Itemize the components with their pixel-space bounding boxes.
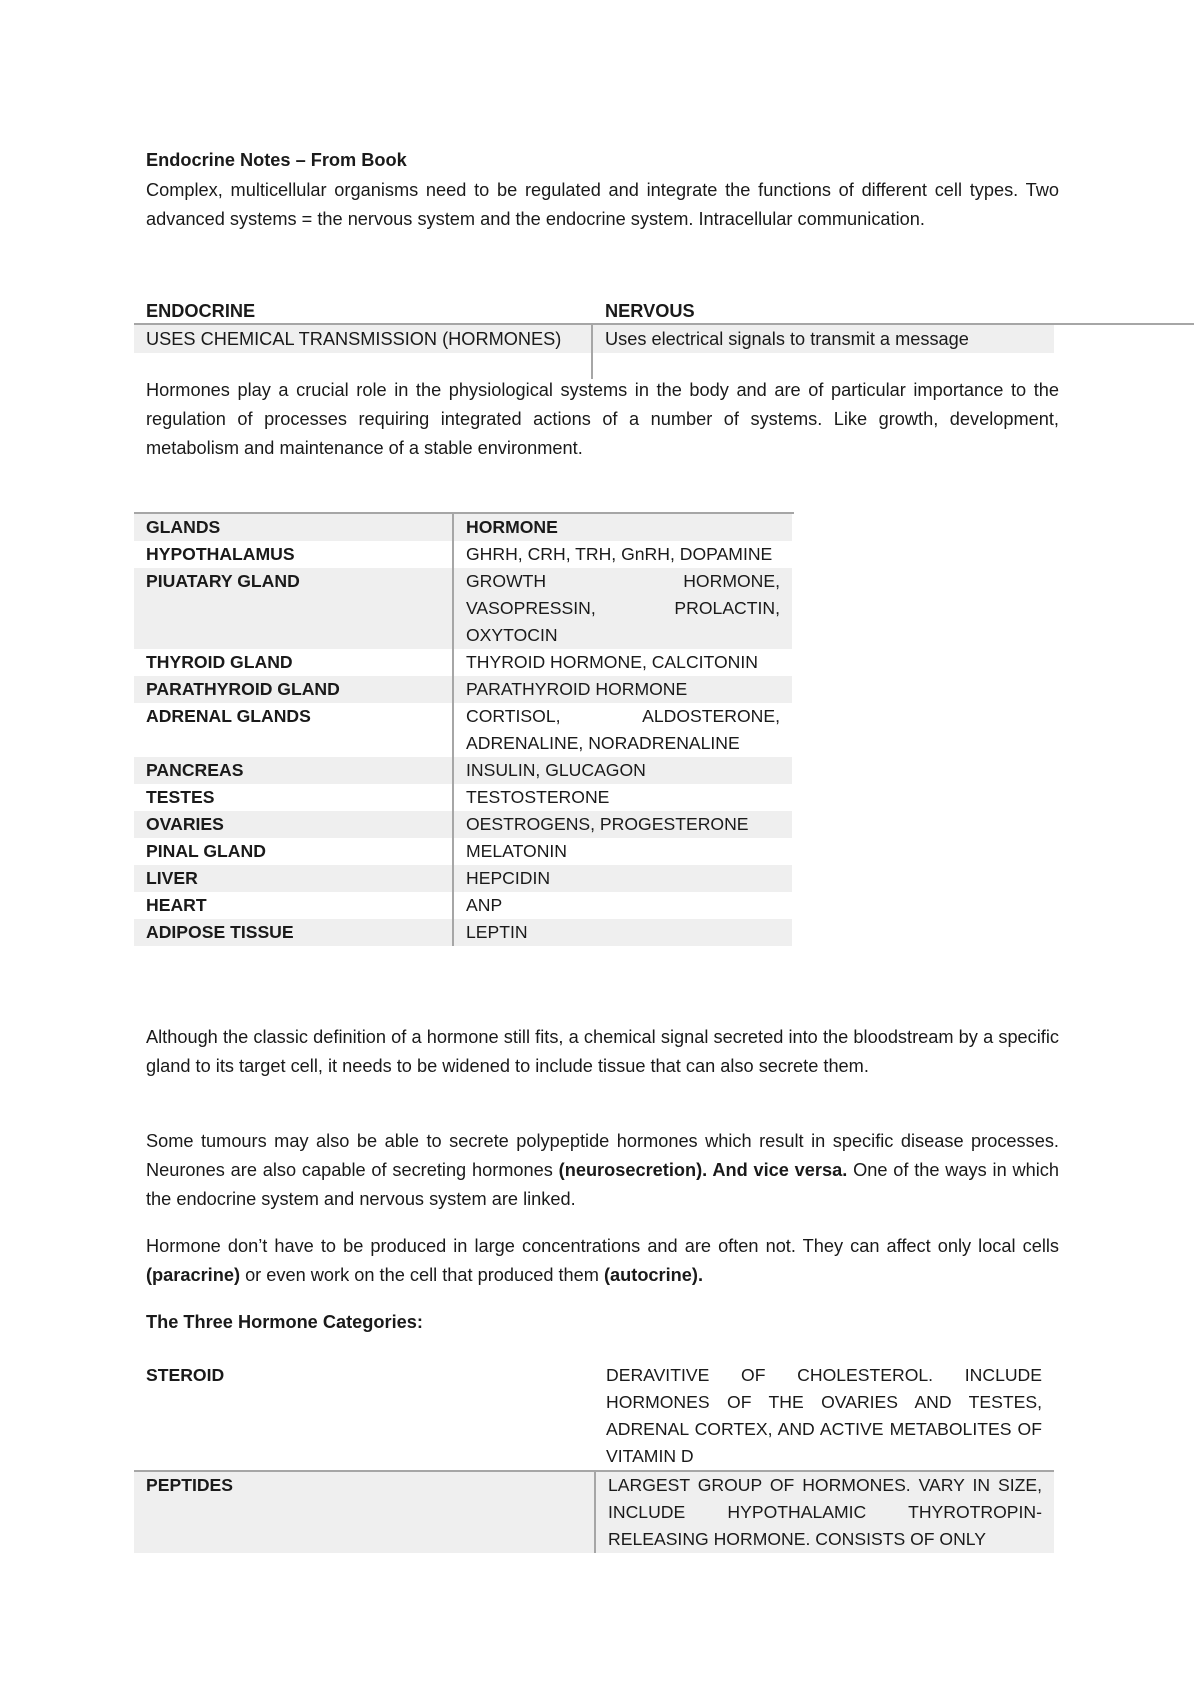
gland-row: [134, 838, 794, 865]
comparison-endocrine-value: USES CHEMICAL TRANSMISSION (HORMONES): [134, 325, 593, 353]
comparison-header-nervous: NERVOUS: [605, 301, 695, 321]
tumours-paragraph: [146, 1127, 1059, 1214]
gland-hormones: TESTOSTERONE: [466, 787, 610, 807]
comparison-row: [134, 325, 1194, 353]
tumours-bold: (neurosecretion). And vice versa.: [558, 1160, 848, 1180]
gland-name: ADRENAL GLANDS: [134, 703, 454, 757]
category-row: [134, 1362, 1054, 1472]
gland-name: PINAL GLAND: [134, 838, 454, 865]
gland-hormones: MELATONIN: [466, 841, 568, 861]
definition-paragraph: Although the classic definition of a hormone still fits, a chemical signal secreted into the bloodstream by a specific gland to its target cell, it needs to be widened to include tissue that can also secrete them.: [146, 1027, 1059, 1076]
glands-rows: [134, 541, 794, 946]
category-description: DERAVITIVE OF CHOLESTEROL. INCLUDE HORMONES OF THE OVARIES AND TESTES, ADRENAL CORTEX, AND ACTIVE METABOLITES OF VITAMIN D: [606, 1365, 1042, 1466]
gland-row: [134, 703, 794, 757]
gland-row: [134, 568, 794, 649]
autocrine-term: (autocrine).: [603, 1265, 704, 1285]
gland-name: THYROID GLAND: [134, 649, 454, 676]
gland-hormones: CORTISOL, ALDOSTERONE, ADRENALINE, NORADRENALINE: [466, 706, 780, 753]
category-description: LARGEST GROUP OF HORMONES. VARY IN SIZE, INCLUDE HYPOTHALAMIC THYROTROPIN-RELEASING HORMONE. CONSISTS OF ONLY: [594, 1472, 1054, 1553]
comparison-nervous-value: Uses electrical signals to transmit a message: [593, 325, 1054, 353]
category-row: [134, 1472, 1054, 1553]
comparison-table: [134, 297, 1194, 379]
gland-name: LIVER: [134, 865, 454, 892]
gland-row: [134, 757, 794, 784]
categories-table: [134, 1362, 1054, 1553]
gland-hormones: GHRH, CRH, TRH, GnRH, DOPAMINE: [466, 544, 773, 564]
gland-hormones: LEPTIN: [454, 919, 792, 946]
gland-name: HYPOTHALAMUS: [134, 541, 454, 568]
gland-row: [134, 649, 794, 676]
comparison-header-row: [134, 297, 1194, 325]
gland-hormones: OESTROGENS, PROGESTERONE: [454, 811, 792, 838]
gland-hormones: INSULIN, GLUCAGON: [454, 757, 792, 784]
gland-name: PARATHYROID GLAND: [134, 676, 454, 703]
category-name: PEPTIDES: [134, 1472, 594, 1553]
gland-name: ADIPOSE TISSUE: [134, 919, 454, 946]
category-name: STEROID: [146, 1365, 225, 1385]
gland-name: HEART: [134, 892, 454, 919]
gland-hormones: GROWTH HORMONE, VASOPRESSIN, PROLACTIN, OXYTOCIN: [454, 568, 792, 649]
gland-name: TESTES: [134, 784, 454, 811]
gland-name: OVARIES: [134, 811, 454, 838]
gland-row: [134, 541, 794, 568]
intro-paragraph: Complex, multicellular organisms need to be regulated and integrate the functions of different cell types. Two advanced systems = the nervous system and the endocrine system. Intracellular communication.: [146, 180, 1059, 229]
gland-row: [134, 892, 794, 919]
gland-name: PANCREAS: [134, 757, 454, 784]
hormone-header: HORMONE: [454, 514, 792, 541]
concentration-paragraph: [146, 1232, 1059, 1290]
glands-header-row: [134, 514, 794, 541]
hormones-paragraph: Hormones play a crucial role in the physiological systems in the body and are of particular importance to the regulation of processes requiring integrated actions of a number of systems. Like growth, development, metabolism and maintenance of a stable environment.: [146, 380, 1059, 458]
gland-hormones: THYROID HORMONE, CALCITONIN: [466, 652, 758, 672]
gland-row: [134, 784, 794, 811]
gland-hormones: HEPCIDIN: [454, 865, 792, 892]
gland-row: [134, 676, 794, 703]
categories-heading: The Three Hormone Categories:: [146, 1312, 423, 1332]
gland-name: PIUATARY GLAND: [134, 568, 454, 649]
document-title: Endocrine Notes – From Book: [146, 150, 407, 170]
gland-hormones: PARATHYROID HORMONE: [454, 676, 792, 703]
concentration-text-mid: or even work on the cell that produced them: [240, 1265, 604, 1285]
gland-hormones: ANP: [466, 895, 503, 915]
tumours-text-end: One of the ways in which the endocrine system and nervous system are linked.: [146, 1160, 1059, 1209]
comparison-header-endocrine: ENDOCRINE: [146, 301, 256, 321]
gland-row: [134, 919, 794, 946]
gland-row: [134, 865, 794, 892]
glands-table: [134, 512, 794, 946]
paracrine-term: (paracrine): [146, 1265, 241, 1285]
glands-header: GLANDS: [134, 514, 454, 541]
tumours-text: Some tumours may also be able to secrete polypeptide hormones which result in specific disease processes. Neurones are also capable of secreting hormones: [146, 1131, 1059, 1180]
concentration-text: Hormone don’t have to be produced in large concentrations and are often not. They can affect only local cells: [146, 1236, 1059, 1256]
gland-row: [134, 811, 794, 838]
